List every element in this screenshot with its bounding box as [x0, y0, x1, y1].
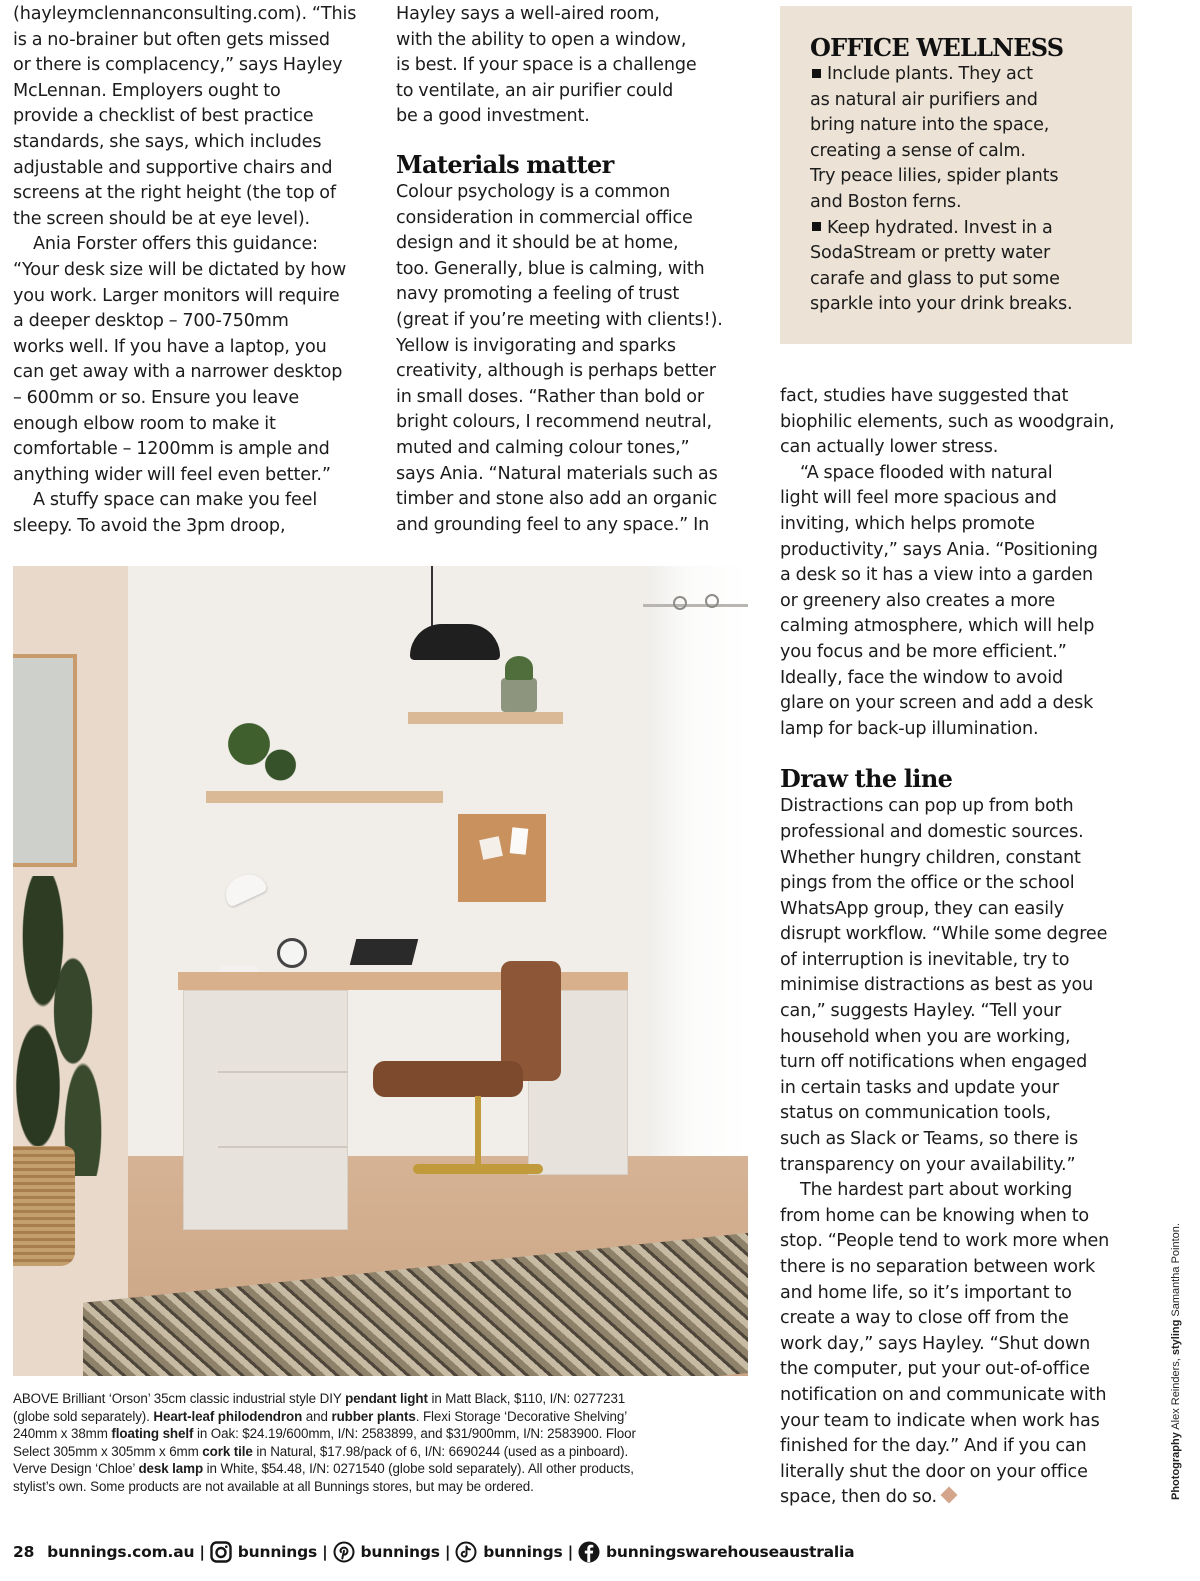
separator: |	[567, 1543, 574, 1561]
window-curtain	[648, 566, 748, 1166]
shelf-plant-leaves	[505, 656, 533, 680]
facebook-handle[interactable]: bunningswarehouseaustralia	[606, 1543, 855, 1561]
cork-pinboard	[458, 814, 546, 902]
page-footer	[13, 1540, 854, 1564]
curtain-rod	[643, 604, 748, 607]
subhead-draw-the-line: Draw the line	[780, 764, 953, 794]
separator: |	[199, 1543, 205, 1561]
home-office-photo	[13, 566, 748, 1376]
paragraph-distractions: Distractions can pop up from both professional and domestic sources. Whether hungry children, constant pings from the office or the school WhatsApp group, they can easily disrupt workflow. “While some degree of interruption is inevitable, try to minimise distractions as best as you can,” suggests Hayley. “Tell your household when you are working, turn off notifications when engaged in certain tasks and update your status on communication tools, such as Slack or Teams, so there is transparency on your availability.”	[780, 796, 1108, 1175]
photo-caption: ABOVE Brilliant ‘Orson’ 35cm classic industrial style DIY pendant light in Matt Black, $110, I/N: 0277231 (globe sold separately). Heart-leaf philodendron and rubber plants. Flexi Storage ‘Decorative Shelving’ 240mm x 38mm floating shelf in Oak: $24.19/600mm, I/N: 2583899, and $31/900mm, I/N: 2583900. Floor Select 305mm x 305mm x 6mm cork tile in Natural, $17.98/pack of 6, I/N: 6690244 (used as a pinboard). Verve Design ‘Chloe’ desk lamp in White, $54.48, I/N: 0271540 (globe sold separately). All other products, stylist’s own. Some products are not available at all Bunnings stores, but may be ordered.	[13, 1391, 636, 1494]
pinned-note	[479, 836, 503, 860]
paragraph-stuffy-space: A stuffy space can make you feel sleepy. To avoid the 3pm droop,	[13, 490, 318, 536]
desk-clock	[277, 938, 307, 968]
paragraph-biophilic: fact, studies have suggested that biophilic elements, such as woodgrain, can actually lower stress.	[780, 386, 1115, 458]
website-link[interactable]: bunnings.com.au	[47, 1543, 195, 1561]
page-number: 28	[13, 1543, 35, 1561]
trailing-plant	[213, 716, 303, 786]
tip-keep-hydrated: Keep hydrated. Invest in a SodaStream or pretty water carafe and glass to put some sparkle into your drink breaks.	[810, 217, 1073, 315]
square-bullet-icon	[812, 69, 821, 78]
paragraph-natural-light: “A space flooded with natural light will feel more spacious and inviting, which helps promote productivity,” says Ania. “Positioning a desk so it has a view into a garden or greenery also creates a more calming atmosphere, which will help you focus and be more efficient.” Ideally, face the window to avoid glare on your screen and add a desk lamp for back-up illumination.	[780, 462, 1098, 739]
drawer-divider	[218, 1071, 348, 1073]
tiktok-icon[interactable]	[455, 1541, 477, 1563]
pinterest-handle[interactable]: bunnings	[360, 1543, 440, 1561]
framed-artwork	[13, 654, 77, 867]
photo-credit: Photography Alex Reinders, styling Samantha Pointon.	[1170, 1223, 1182, 1500]
shelf-plant-pot	[501, 678, 537, 712]
office-chair-base	[413, 1164, 543, 1174]
floating-shelf-upper	[408, 712, 563, 724]
article-column-2	[396, 2, 756, 538]
instagram-icon[interactable]	[210, 1541, 232, 1563]
facebook-icon[interactable]	[578, 1541, 600, 1563]
paragraph-colour-psychology: Colour psychology is a common consideration in commercial office design and it should be at home, too. Generally, blue is calming, with navy promoting a feeling of trust (great if you’re meeting with clients!). Yellow is invigorating and sparks creativity, although is perhaps better in small doses. “Rather than bold or bright colours, I recommend neutral, muted and calming colour tones,” says Ania. “Natural materials such as timber and stone also add an organic and grounding feel to any space.” In	[396, 181, 723, 535]
paragraph-knowing-when-to-stop: The hardest part about working from home can be knowing when to stop. “People tend to work more when there is no separation between work and home life, so it’s important to create a way to close off from the work day,” says Hayley. “Shut down the computer, put your out-of-office notification on and communicate with your team to indicate when work has finished for the day.” And if you can literally shut the door on your office space, then do so.	[780, 1180, 1110, 1508]
separator: |	[322, 1543, 328, 1561]
pinterest-icon[interactable]	[333, 1541, 355, 1563]
square-bullet-icon	[812, 222, 821, 231]
end-mark-diamond-icon	[940, 1487, 957, 1504]
curtain-ring-icon	[705, 594, 719, 608]
sidebar-title: OFFICE WELLNESS	[810, 33, 1064, 62]
curtain-ring-icon	[673, 596, 687, 610]
pendant-cord	[431, 566, 433, 626]
tiktok-handle[interactable]: bunnings	[483, 1543, 563, 1561]
article-column-3	[780, 384, 1140, 1511]
drawer-unit-left	[183, 990, 348, 1230]
floating-shelf-lower	[206, 791, 443, 803]
subhead-materials-matter: Materials matter	[396, 149, 614, 179]
paragraph-desk-size: Ania Forster offers this guidance: “Your desk size will be dictated by how you work. Larger monitors will require a deeper desktop – 700-750mm works well. If you have a laptop, you can get away with a narrower desktop – 600mm or so. Ensure you leave enough elbow room to make it comfortable – 1200mm is ample and anything wider will feel even better.”	[13, 234, 347, 485]
instagram-handle[interactable]: bunnings	[237, 1543, 318, 1561]
office-chair-stem	[475, 1096, 481, 1166]
separator: |	[444, 1543, 451, 1561]
pendant-light	[410, 624, 500, 660]
paragraph-intro: (hayleymclennanconsulting.com). “This is a no-brainer but often gets missed or there is complacency,” says Hayley McLennan. Employers ought to provide a checklist of best practice standards, she says, which includes adjustable and supportive chairs and screens at the right height (the top of the screen should be at eye level).	[13, 4, 357, 229]
drawer-divider	[218, 1146, 348, 1148]
laptop	[350, 939, 418, 965]
office-wellness-box	[780, 6, 1132, 344]
paragraph-ventilation: Hayley says a well-aired room, with the ability to open a window, is best. If your space is a challenge to ventilate, an air purifier could be a good investment.	[396, 4, 697, 127]
rubber-plant	[13, 876, 113, 1176]
article-column-1	[13, 2, 383, 539]
office-chair-seat	[373, 1061, 523, 1097]
tip-include-plants: Include plants. They act as natural air purifiers and bring nature into the space, creating a sense of calm. Try peace lilies, spider plants and Boston ferns.	[810, 64, 1059, 212]
woven-basket	[13, 1146, 75, 1266]
pinned-note	[510, 827, 529, 855]
